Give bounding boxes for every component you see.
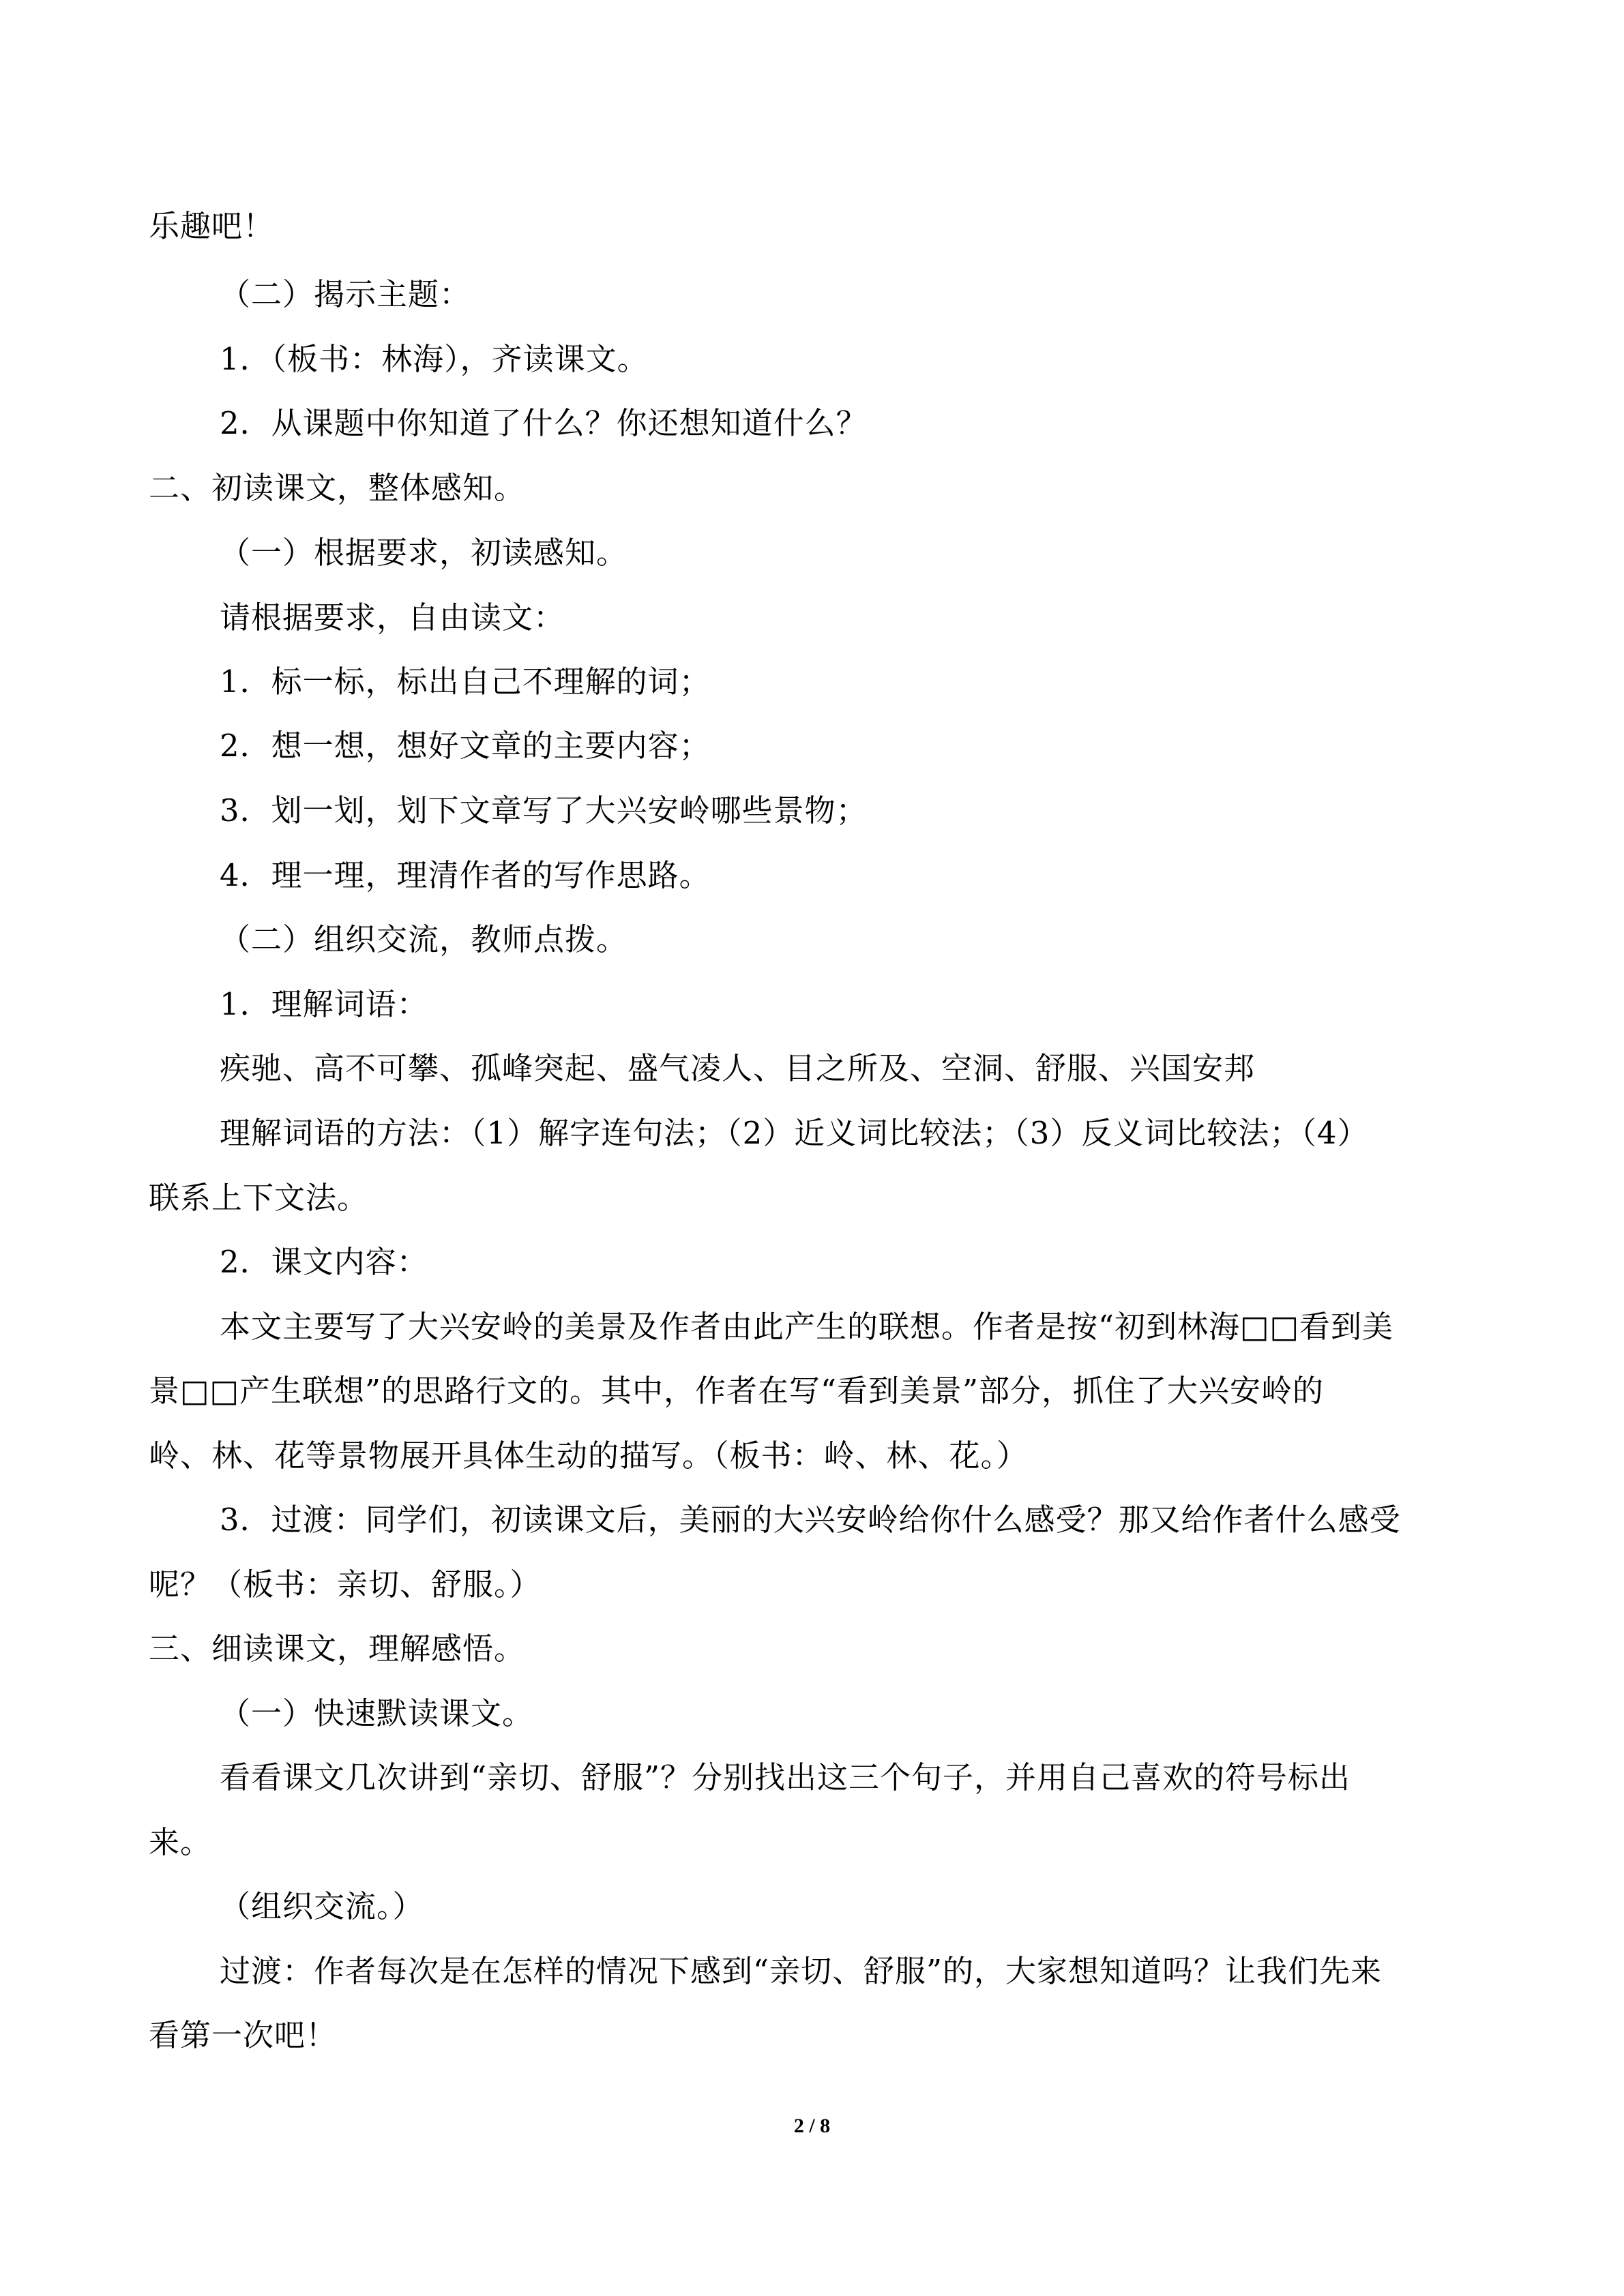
text-line: 1．（板书：林海），齐读课文。 xyxy=(220,341,649,377)
list-item: 2．课文内容： xyxy=(220,1244,428,1280)
text-line: 请根据要求，自由读文： xyxy=(220,599,565,636)
section-heading: （一）根据要求，初读感知。 xyxy=(220,535,628,571)
text-line: 2．从课题中你知道了什么？你还想知道什么？ xyxy=(220,405,868,441)
list-item: 4．理一理，理清作者的写作思路。 xyxy=(220,857,711,893)
text-line: 3．过渡：同学们，初读课文后，美丽的大兴安岭给你什么感受？那又给作者什么感受 xyxy=(220,1502,1401,1538)
section-heading: 二、初读课文，整体感知。 xyxy=(149,470,526,506)
list-item: 1．标一标，标出自己不理解的词； xyxy=(220,664,711,700)
text-line: 理解词语的方法：（1）解字连句法；（2）近义词比较法；（3）反义词比较法；（4） xyxy=(220,1115,1369,1151)
section-heading: 三、细读课文，理解感悟。 xyxy=(149,1630,526,1667)
text-line: 疾驰、高不可攀、孤峰突起、盛气凌人、目之所及、空洞、舒服、兴国安邦 xyxy=(220,1050,1256,1086)
text-line: （组织交流。） xyxy=(220,1888,424,1924)
section-heading: （二）揭示主题： xyxy=(220,276,471,312)
list-item: 3．划一划，划下文章写了大兴安岭哪些景物； xyxy=(220,792,868,829)
section-heading: （一）快速默读课文。 xyxy=(220,1695,534,1731)
text-line: 过渡：作者每次是在怎样的情况下感到“亲切、舒服”的，大家想知道吗？让我们先来 xyxy=(220,1953,1383,1989)
page-number: 2 / 8 xyxy=(793,2115,831,2137)
text-line: 来。 xyxy=(149,1824,212,1860)
text-line: 乐趣吧！ xyxy=(149,208,275,244)
list-item: 1．理解词语： xyxy=(220,986,428,1022)
text-line: 景□□产生联想”的思路行文的。其中，作者在写“看到美景”部分，抓住了大兴安岭的 xyxy=(149,1373,1325,1409)
section-heading: （二）组织交流，教师点拨。 xyxy=(220,921,628,957)
text-line: 联系上下文法。 xyxy=(149,1180,369,1216)
text-line: 岭、林、花等景物展开具体生动的描写。（板书：岭、林、花。） xyxy=(149,1437,1029,1474)
list-item: 2．想一想，想好文章的主要内容； xyxy=(220,728,711,764)
text-line: 本文主要写了大兴安岭的美景及作者由此产生的联想。作者是按“初到林海□□看到美 xyxy=(220,1309,1394,1345)
text-line: 呢？（板书：亲切、舒服。） xyxy=(149,1566,542,1602)
text-line: 看第一次吧！ xyxy=(149,2017,338,2053)
text-line: 看看课文几次讲到“亲切、舒服”？分别找出这三个句子，并用自己喜欢的符号标出 xyxy=(220,1759,1351,1795)
